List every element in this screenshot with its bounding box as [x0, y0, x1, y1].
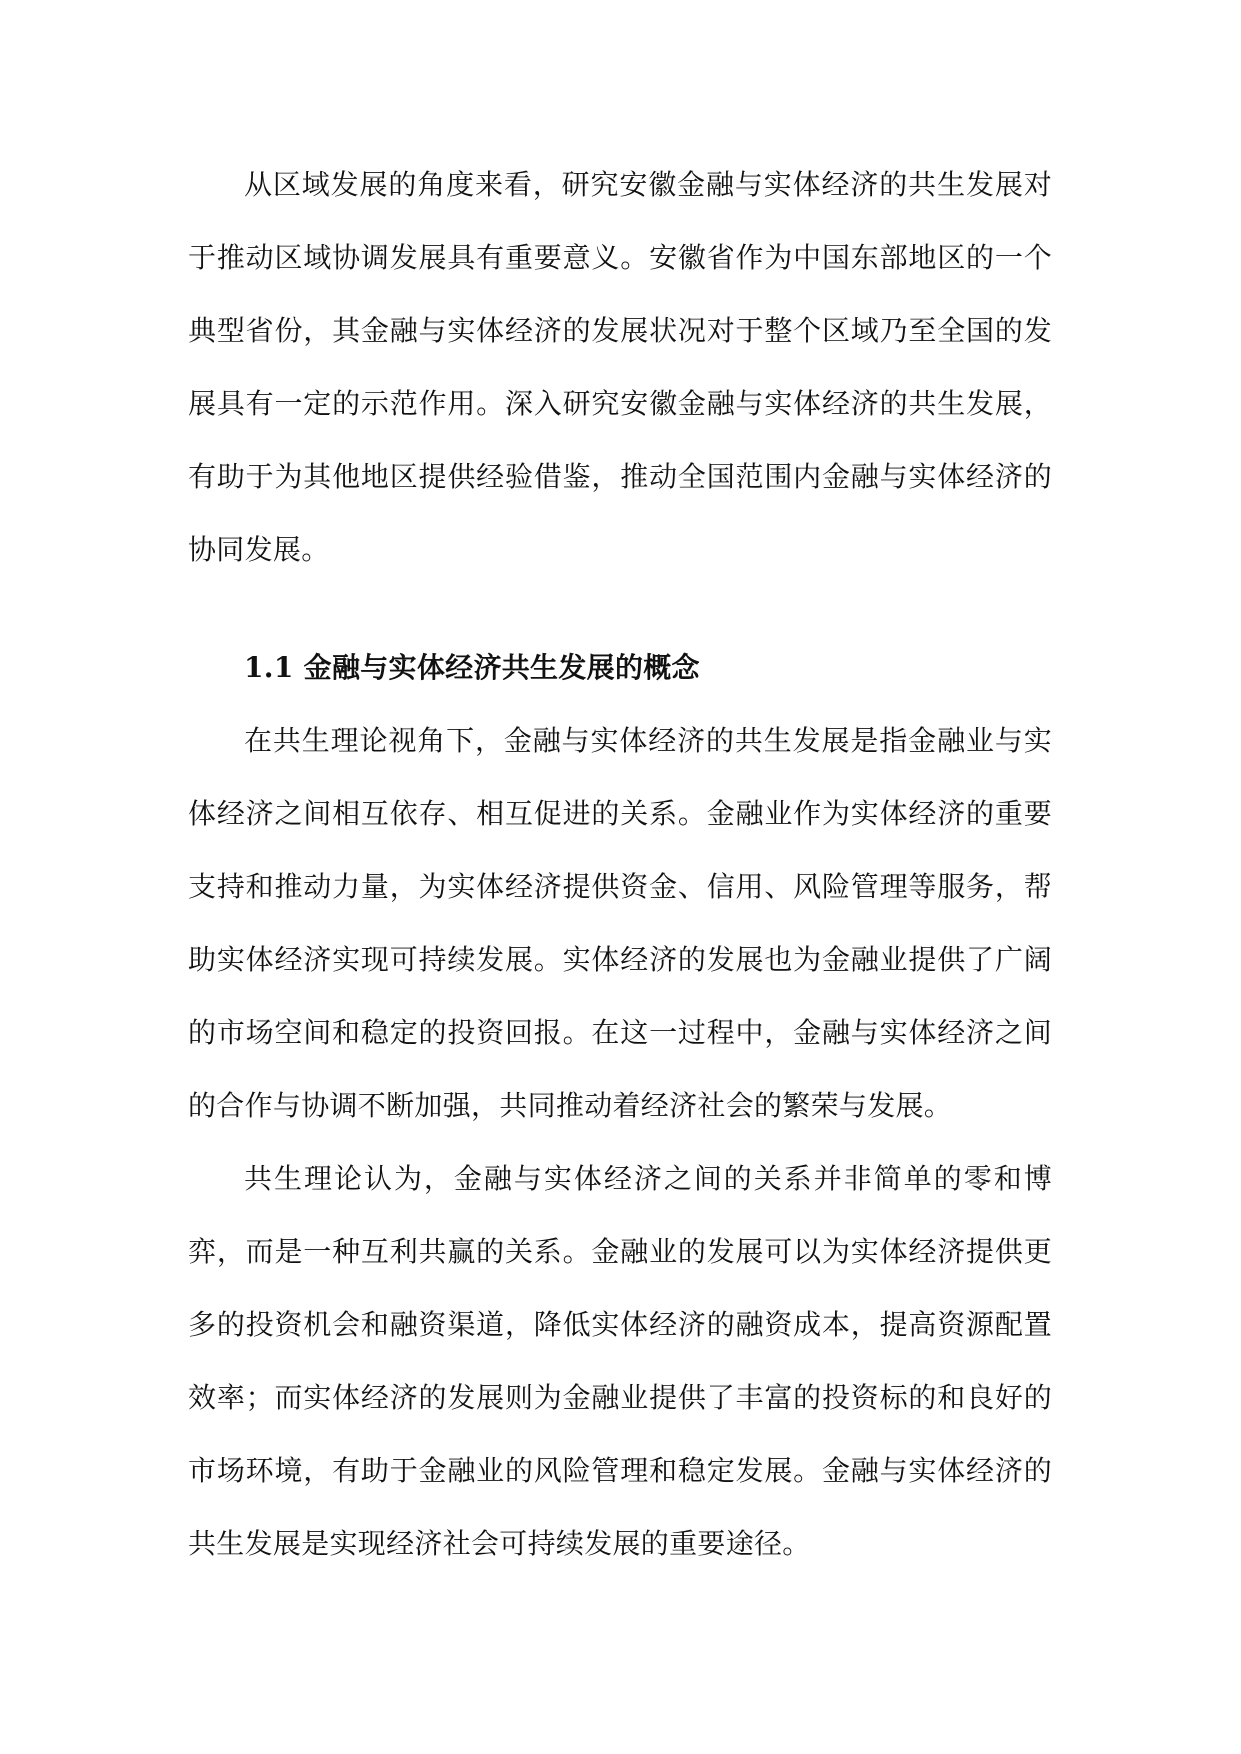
paragraph-intro: 从区域发展的角度来看，研究安徽金融与实体经济的共生发展对于推动区域协调发展具有重要意义。安徽省作为中国东部地区的一个典型省份，其金融与实体经济的发展状况对于整个区域乃至全国的发展具有一定的示范作用。深入研究安徽金融与实体经济的共生发展，有助于为其他地区提供经验借鉴，推动全国范围内金融与实体经济的协同发展。 — [188, 168, 1052, 566]
document-body — [188, 148, 1052, 1580]
paragraph-concept: 在共生理论视角下，金融与实体经济的共生发展是指金融业与实体经济之间相互依存、相互促进的关系。金融业作为实体经济的重要支持和推动力量，为实体经济提供资金、信用、风险管理等服务，帮助实体经济实现可持续发展。实体经济的发展也为金融业提供了广阔的市场空间和稳定的投资回报。在这一过程中，金融与实体经济之间的合作与协调不断加强，共同推动着经济社会的繁荣与发展。 — [188, 724, 1052, 1122]
paragraph-theory: 共生理论认为，金融与实体经济之间的关系并非简单的零和博弈，而是一种互利共赢的关系。金融业的发展可以为实体经济提供更多的投资机会和融资渠道，降低实体经济的融资成本，提高资源配置效率；而实体经济的发展则为金融业提供了丰富的投资标的和良好的市场环境，有助于金融业的风险管理和稳定发展。金融与实体经济的共生发展是实现经济社会可持续发展的重要途径。 — [188, 1162, 1052, 1560]
section-heading: 1.1 金融与实体经济共生发展的概念 — [244, 651, 700, 684]
